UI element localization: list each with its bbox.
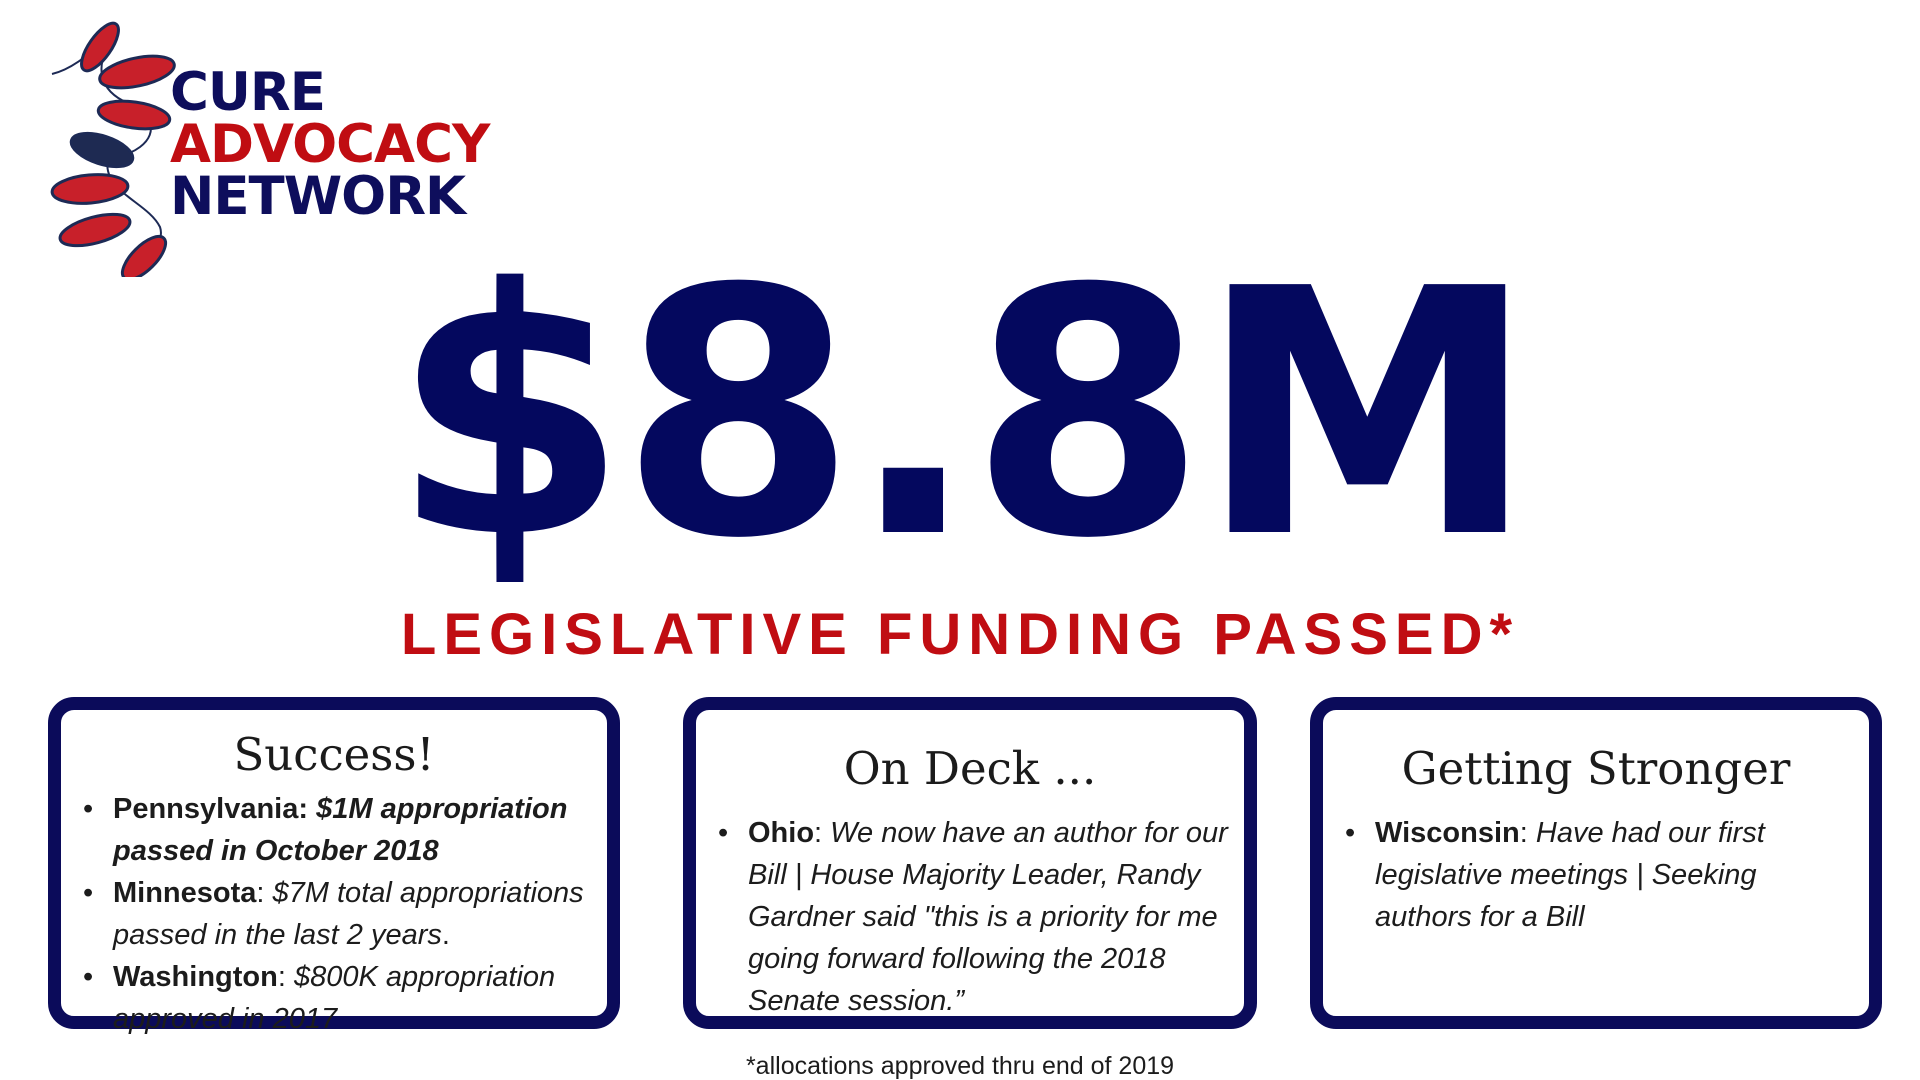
state-detail: Have had our first legislative meetings | Seeking authors for a Bill	[1375, 817, 1765, 933]
state-detail: We now have an author for our Bill | House Majority Leader, Randy Gardner said "this is a priority for me going forward following the 2018 Senate session.”	[748, 817, 1228, 1017]
list-item	[718, 812, 1230, 1022]
list-item	[83, 872, 593, 956]
card-on-deck	[683, 697, 1257, 1029]
state-name: Wisconsin	[1375, 817, 1520, 849]
separator: :	[298, 793, 317, 825]
list-item	[83, 788, 593, 872]
separator: :	[277, 961, 294, 993]
separator: :	[256, 877, 273, 909]
state-name: Pennsylvania	[113, 793, 299, 825]
logo-wordmark	[170, 62, 490, 227]
state-name: Ohio	[748, 817, 815, 849]
state-name: Washington	[113, 961, 278, 993]
funding-subtitle: LEGISLATIVE FUNDING PASSED*	[400, 602, 1520, 667]
bullet-icon: •	[83, 793, 94, 825]
state-detail: $800K appropriation approved in 2017	[113, 961, 556, 1035]
separator: :	[814, 817, 831, 849]
card-getting-stronger	[1310, 697, 1882, 1029]
bullet-icon: •	[718, 817, 729, 849]
footnote: *allocations approved thru end of 2019	[745, 1052, 1175, 1080]
logo-line-advocacy: ADVOCACY	[170, 114, 490, 175]
bullet-icon: •	[83, 961, 94, 993]
card-title: On Deck ...	[843, 742, 1097, 795]
state-name: Minnesota	[113, 877, 257, 909]
card-title: Getting Stronger	[1401, 742, 1791, 795]
list-item	[83, 956, 593, 1040]
logo-line-cure: CURE	[170, 62, 325, 123]
funding-amount: $8.8M	[391, 217, 1529, 613]
card-list	[1337, 812, 1855, 938]
bullet-icon: •	[1345, 817, 1356, 849]
state-detail: $1M appropriation passed in October 2018	[113, 793, 568, 867]
card-list	[710, 812, 1230, 1022]
card-title: Success!	[233, 728, 435, 781]
item-tail: .	[441, 919, 450, 951]
list-item	[1345, 812, 1855, 938]
card-list	[75, 788, 593, 1040]
bullet-icon: •	[83, 877, 94, 909]
separator: :	[1519, 817, 1536, 849]
card-success	[48, 697, 620, 1035]
state-detail: $7M total appropriations passed in the last 2 years	[113, 877, 584, 951]
logo-line-network: NETWORK	[170, 166, 466, 227]
